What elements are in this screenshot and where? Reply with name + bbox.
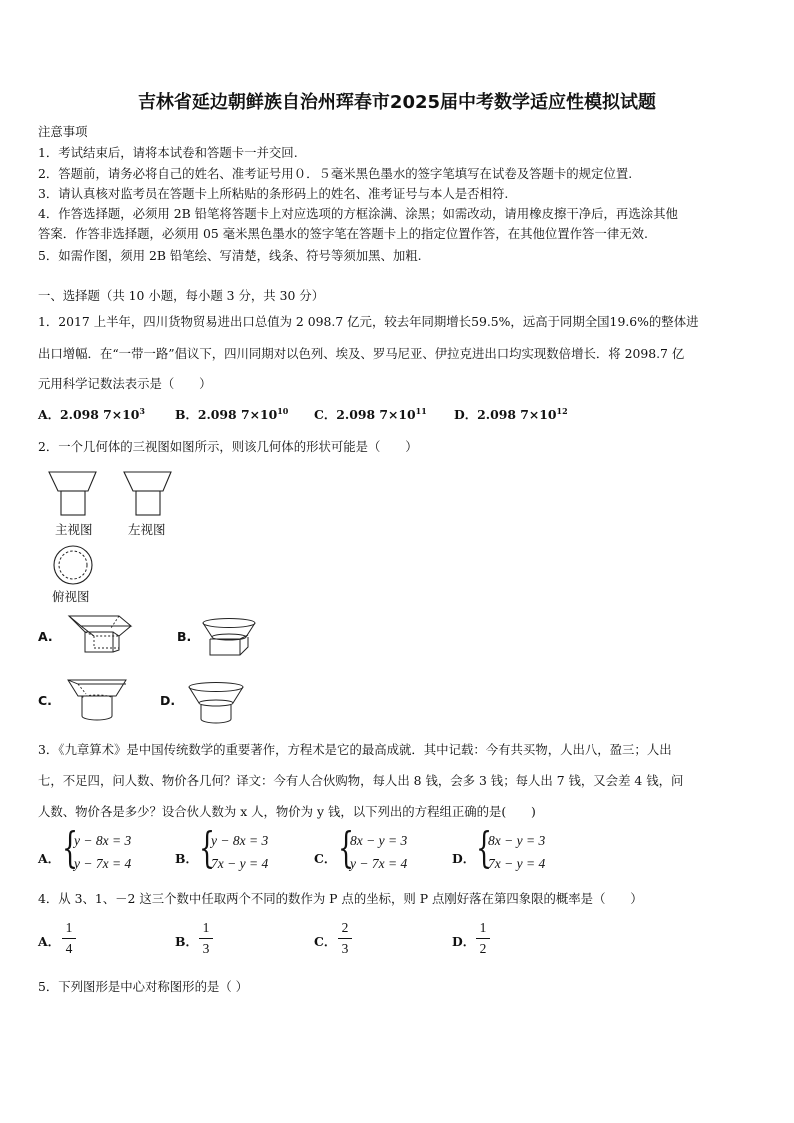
q1-option-b: B．2.098 $7\times 10^{10}$ — [175, 405, 289, 422]
question-1-line: 元用科学记数法表示是（ ） — [38, 376, 212, 391]
notice-item: 5．如需作图，须用 2B 铅笔绘、写清楚，线条、符号等须加黑、加粗. — [38, 248, 422, 263]
question-3-line: 人数、物价各是多少？设合伙人数为 x 人，物价为 y 钱，以下列出的方程组正确的是( ) — [38, 804, 536, 819]
front-view-figure — [48, 470, 98, 516]
notice-item: 2．答题前，请务必将自己的姓名、准考证号用０．５毫米黑色墨水的签字笔填写在试卷及答题卡的规定位置. — [38, 166, 633, 181]
notice-item: 4．作答选择题，必须用 2B 铅笔将答题卡上对应选项的方框涂满、涂黑；如需改动，请用橡皮擦干净后，再选涂其他 — [38, 206, 678, 221]
question-1-line: 1．2017 上半年，四川货物贸易进出口总值为 2 098.7 亿元，较去年同期增长59.5%，远高于同期全国19.6%的整体进 — [38, 314, 699, 329]
q2-option-a-label: A. — [38, 629, 53, 644]
q4-option-a-fraction: 1 4 — [62, 920, 76, 957]
q2-option-d-solid — [186, 681, 248, 725]
q2-option-c-solid — [64, 676, 130, 722]
q1-option-d: D．2.098 $7\times 10^{12}$ — [454, 405, 568, 422]
q2-option-b-solid — [200, 617, 262, 661]
question-2-text: 2．一个几何体的三视图如图所示，则该几何体的形状可能是（ ） — [38, 439, 418, 454]
question-1-line: 出口增幅．在“一带一路”倡议下，四川同期对以色列、埃及、罗马尼亚、伊拉克进出口均实现数倍增长．将 2098.7 亿 — [38, 346, 685, 361]
question-3-line: 3．《九章算术》是中国传统数学的重要著作，方程术是它的最高成就．其中记载：今有共买物，人出八，盈三；人出 — [38, 742, 672, 757]
left-view-caption: 左视图 — [128, 522, 166, 537]
notice-item: 答案．作答非选择题，必须用 05 毫米黑色墨水的签字笔在答题卡上的指定位置作答，在其他位置作答一律无效. — [38, 226, 648, 241]
q1-option-a: A．2.098 $7\times 10^3$ — [38, 405, 145, 422]
q3-option-c-label: C． — [314, 851, 337, 866]
page-title: 吉林省延边朝鲜族自治州珲春市2025届中考数学适应性模拟试题 — [137, 92, 657, 113]
q4-option-b-fraction: 1 3 — [199, 920, 213, 957]
q2-option-a-solid — [66, 612, 134, 658]
top-view-caption: 俯视图 — [52, 589, 90, 604]
q1-option-c: C．2.098 $7\times 10^{11}$ — [314, 405, 427, 422]
notice-item: 1．考试结束后，请将本试卷和答题卡一并交回. — [38, 145, 298, 160]
section-heading: 一、选择题（共 10 小题，每小题 3 分，共 30 分） — [38, 288, 325, 303]
q3-option-c-system: { 8x − y = 3 y − 7x = 4 — [338, 823, 408, 872]
q4-option-d-fraction: 1 2 — [476, 920, 490, 957]
q4-option-d-label: D． — [452, 934, 476, 949]
q4-option-c-fraction: 2 3 — [338, 920, 352, 957]
q3-option-d-system: { 8x − y = 3 7x − y = 4 — [476, 823, 546, 872]
q2-option-b-label: B. — [177, 629, 192, 644]
question-4-text: 4．从 3、1、－2 这三个数中任取两个不同的数作为 P 点的坐标，则 P 点刚好落在第四象限的概率是（ ） — [38, 891, 643, 906]
q3-option-b-label: B． — [175, 851, 198, 866]
q2-option-c-label: C. — [38, 693, 52, 708]
brace-icon: { — [338, 823, 355, 872]
left-view-figure — [123, 470, 173, 516]
question-5-text: 5．下列图形是中心对称图形的是（ ） — [38, 979, 249, 994]
brace-icon: { — [199, 823, 216, 872]
brace-icon: { — [476, 823, 493, 872]
q3-option-a-label: A． — [38, 851, 61, 866]
q4-option-c-label: C． — [314, 934, 337, 949]
q4-option-a-label: A． — [38, 934, 61, 949]
notice-item: 3．请认真核对监考员在答题卡上所粘贴的条形码上的姓名、准考证号与本人是否相符. — [38, 186, 509, 201]
q4-option-b-label: B． — [175, 934, 198, 949]
q3-option-d-label: D． — [452, 851, 476, 866]
q2-option-d-label: D. — [160, 693, 176, 708]
front-view-caption: 主视图 — [55, 522, 93, 537]
q3-option-a-system: { y − 8x = 3 y − 7x = 4 — [62, 823, 132, 872]
notice-heading: 注意事项 — [38, 124, 88, 139]
brace-icon: { — [62, 823, 79, 872]
question-3-line: 七，不足四，问人数、物价各几何？译文：今有人合伙购物，每人出 8 钱，会多 3 钱；每人出 7 钱，又会差 4 钱，问 — [38, 773, 684, 788]
q3-option-b-system: { y − 8x = 3 7x − y = 4 — [199, 823, 269, 872]
top-view-figure — [50, 545, 96, 585]
